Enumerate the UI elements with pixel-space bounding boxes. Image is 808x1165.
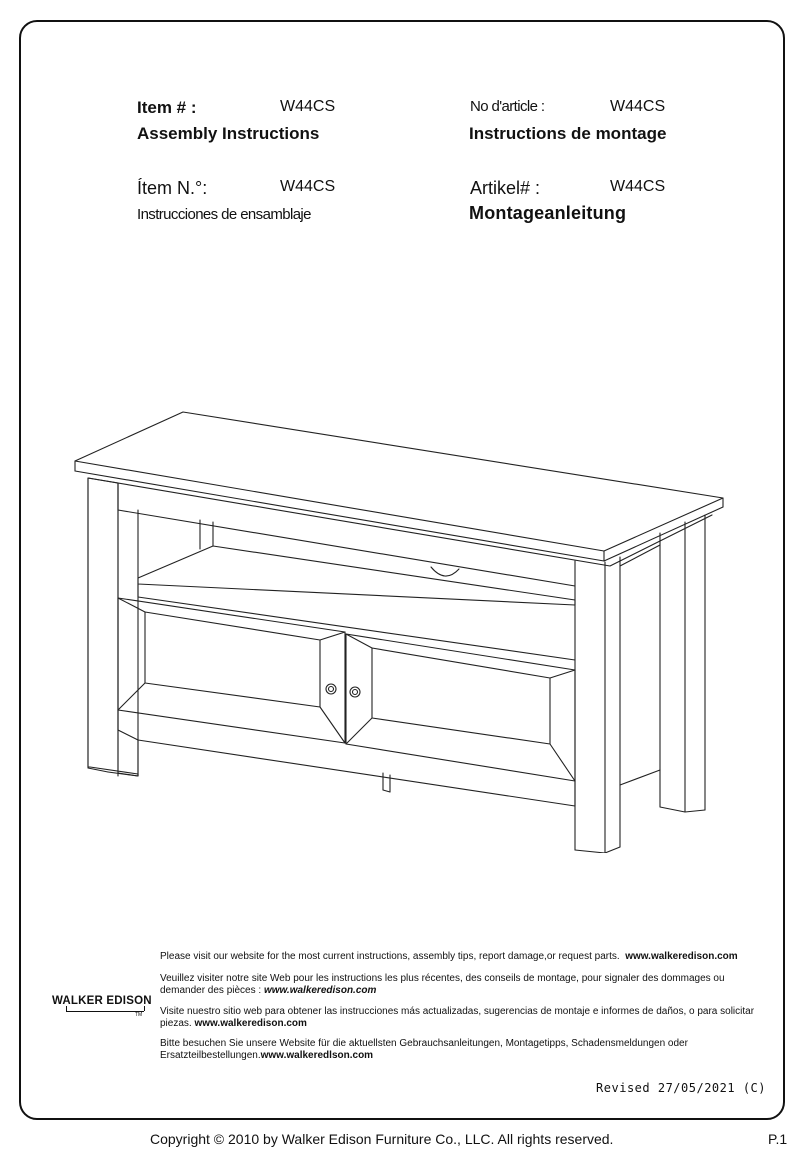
- logo-tick-left: [66, 1006, 67, 1011]
- note-de-url[interactable]: www.walkeredlson.com: [260, 1050, 374, 1061]
- note-es-url[interactable]: www.walkeredison.com: [194, 1018, 307, 1029]
- note-fr-text: Veuillez visiter notre site Web pour les instructions les plus récentes, des conseils de montage, pour signaler des dommages ou demander des pièces :: [160, 973, 725, 996]
- note-fr: [160, 973, 766, 997]
- logo-underline: [66, 1011, 144, 1012]
- page-number: P.1: [768, 1131, 788, 1147]
- item-label-es: Ítem N.°:: [137, 178, 208, 198]
- item-label-de: Artikel# :: [470, 178, 541, 198]
- item-code-es: W44CS: [280, 178, 336, 195]
- item-label-en: Item # :: [137, 98, 197, 117]
- title-de: Montageanleitung: [469, 203, 627, 223]
- revised-date: Revised 27/05/2021 (C): [596, 1081, 766, 1095]
- walker-edison-logo: [50, 992, 150, 1018]
- note-es-text: Visite nuestro sitio web para obtener las instrucciones más actualizadas, sugerencias de montaje e informes de daños, o para solicitar piezas.: [160, 1006, 755, 1029]
- note-es: [160, 1006, 766, 1030]
- note-de-text: Bitte besuchen Sie unsere Website für die aktuellsten Gebrauchsanleitungen, Montagetipps, Schadensmeldungen oder Ersatzteilbestellungen.: [160, 1038, 688, 1061]
- note-de: [160, 1038, 766, 1062]
- item-code-de: W44CS: [610, 178, 666, 195]
- logo-tick-right: [144, 1006, 145, 1011]
- logo-text: WALKER EDISON: [52, 995, 152, 1007]
- item-label-fr: No d'article :: [470, 98, 545, 115]
- logo-tm: TM: [135, 1012, 143, 1018]
- item-code-en: W44CS: [280, 98, 336, 115]
- title-es: Instrucciones de ensamblaje: [137, 206, 311, 223]
- note-en: [160, 951, 766, 963]
- title-fr: Instructions de montage: [469, 124, 667, 143]
- title-en: Assembly Instructions: [137, 124, 320, 143]
- tv-stand-illustration: [70, 408, 730, 853]
- item-code-fr: W44CS: [610, 98, 666, 115]
- copyright: Copyright © 2010 by Walker Edison Furniture Co., LLC. All rights reserved.: [150, 1131, 614, 1147]
- note-en-url[interactable]: www.walkeredison.com: [625, 951, 738, 962]
- note-fr-url[interactable]: www.walkeredison.com: [263, 985, 377, 996]
- note-en-text: Please visit our website for the most current instructions, assembly tips, report damage,or request parts.: [160, 951, 620, 962]
